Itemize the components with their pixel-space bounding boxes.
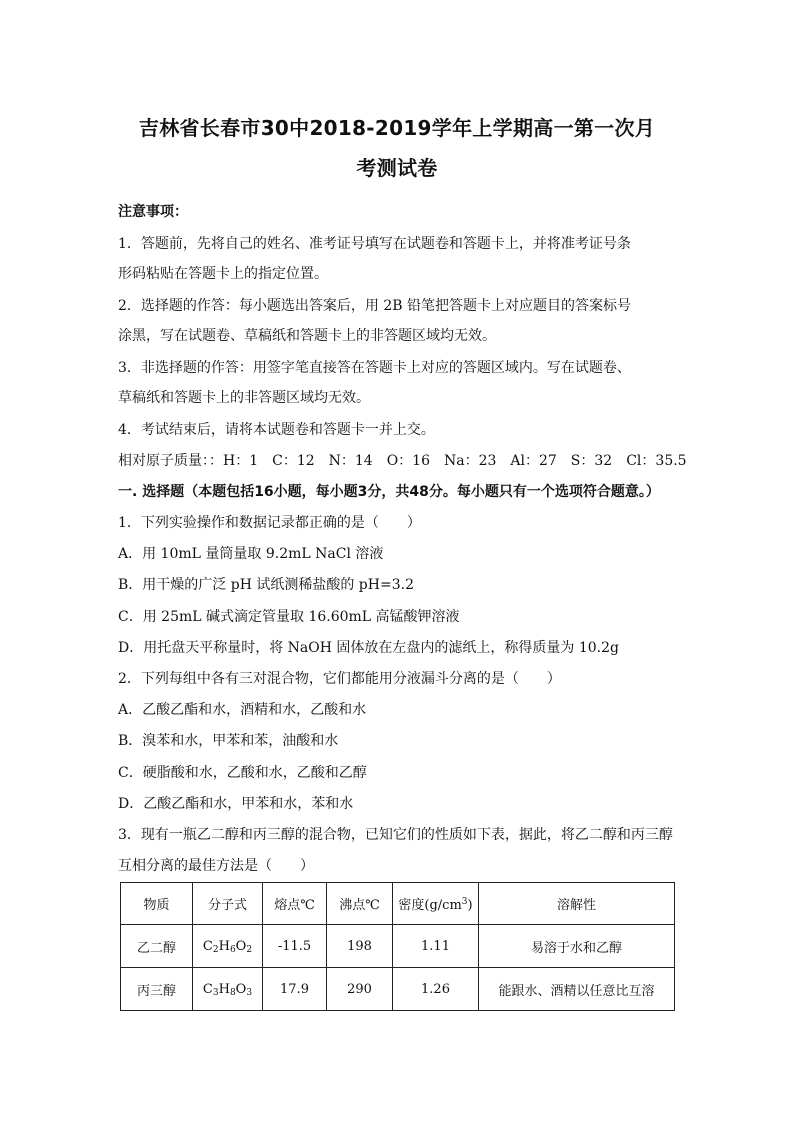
- cell-substance: 丙三醇: [121, 968, 193, 1011]
- notice-heading: 注意事项：: [118, 204, 188, 220]
- cell-formula: $C_3H_8O_3$: [193, 968, 263, 1011]
- question-2-stem: 2．下列每组中各有三对混合物，它们都能用分液漏斗分离的是（ ）: [118, 671, 561, 687]
- header-melting-point: 熔点℃: [263, 883, 327, 925]
- notice-line: 4．考试结束后，请将本试题卷和答题卡一并上交。: [118, 422, 435, 438]
- notice-line: 形码粘贴在答题卡上的指定位置。: [118, 266, 328, 282]
- header-formula: 分子式: [193, 883, 263, 925]
- cell-melting-point: 17.9: [263, 968, 327, 1011]
- notice-line: 涂黑，写在试题卷、草稿纸和答题卡上的非答题区域均无效。: [118, 328, 496, 344]
- cell-solubility: 易溶于水和乙醇: [479, 925, 675, 968]
- atomic-mass-line: 相对原子质量：：H：1 C：12 N：14 O：16 Na：23 Al：27 S：32 Cl：35.5: [118, 453, 687, 469]
- cell-solubility: 能跟水、酒精以任意比互溶: [479, 968, 675, 1011]
- notice-line: 3．非选择题的作答：用签字笔直接答在答题卡上对应的答题区域内。写在试题卷、: [118, 360, 631, 376]
- exam-title-line-2: 考测试卷: [356, 156, 438, 180]
- question-3-stem-line-2: 互相分离的最佳方法是（ ）: [118, 858, 314, 874]
- cell-substance: 乙二醇: [121, 925, 193, 968]
- cell-boiling-point: 290: [327, 968, 393, 1011]
- notice-line: 草稿纸和答题卡上的非答题区域均无效。: [118, 390, 370, 406]
- cell-boiling-point: 198: [327, 925, 393, 968]
- question-2-option-d: D．乙酸乙酯和水，甲苯和水，苯和水: [118, 796, 354, 812]
- question-3-stem-line-1: 3．现有一瓶乙二醇和丙三醇的混合物，已知它们的性质如下表，据此，将乙二醇和丙三醇: [118, 827, 673, 843]
- section-heading: 一. 选择题（本题包括16小题，每小题3分，共48分。每小题只有一个选项符合题意。）: [118, 484, 660, 500]
- cell-melting-point: -11.5: [263, 925, 327, 968]
- header-substance: 物质: [121, 883, 193, 925]
- table-row: [121, 968, 675, 1011]
- question-2-option-c: C．硬脂酸和水，乙酸和水，乙酸和乙醇: [118, 765, 367, 781]
- cell-formula: $C_2H_6O_2$: [193, 925, 263, 968]
- cell-density: 1.11: [393, 925, 479, 968]
- exam-title-line-1: 吉林省长春市30中2018-2019学年上学期高一第一次月: [138, 116, 656, 140]
- question-1-stem: 1．下列实验操作和数据记录都正确的是（ ）: [118, 515, 421, 531]
- question-2-option-b: B．溴苯和水，甲苯和苯，油酸和水: [118, 733, 339, 749]
- question-1-option-a: A．用 10mL 量筒量取 9.2mL NaCl 溶液: [118, 546, 384, 562]
- table-row: [121, 925, 675, 968]
- header-solubility: 溶解性: [479, 883, 675, 925]
- question-1-option-d: D．用托盘天平称量时，将 NaOH 固体放在左盘内的滤纸上，称得质量为 10.2g: [118, 640, 619, 656]
- notice-line: 1．答题前，先将自己的姓名、准考证号填写在试题卷和答题卡上，并将准考证号条: [118, 236, 631, 252]
- notice-line: 2．选择题的作答：每小题选出答案后，用 2B 铅笔把答题卡上对应题目的答案标号: [118, 298, 632, 314]
- question-1-option-b: B．用干燥的广泛 pH 试纸测稀盐酸的 pH=3.2: [118, 577, 414, 593]
- properties-table: [120, 882, 675, 1011]
- table-header-row: [121, 883, 675, 925]
- header-density: 密度$(g/cm^3)$: [393, 883, 479, 925]
- cell-density: 1.26: [393, 968, 479, 1011]
- question-1-option-c: C．用 25mL 碱式滴定管量取 16.60mL 高锰酸钾溶液: [118, 609, 460, 625]
- header-boiling-point: 沸点℃: [327, 883, 393, 925]
- question-2-option-a: A．乙酸乙酯和水，酒精和水，乙酸和水: [118, 702, 367, 718]
